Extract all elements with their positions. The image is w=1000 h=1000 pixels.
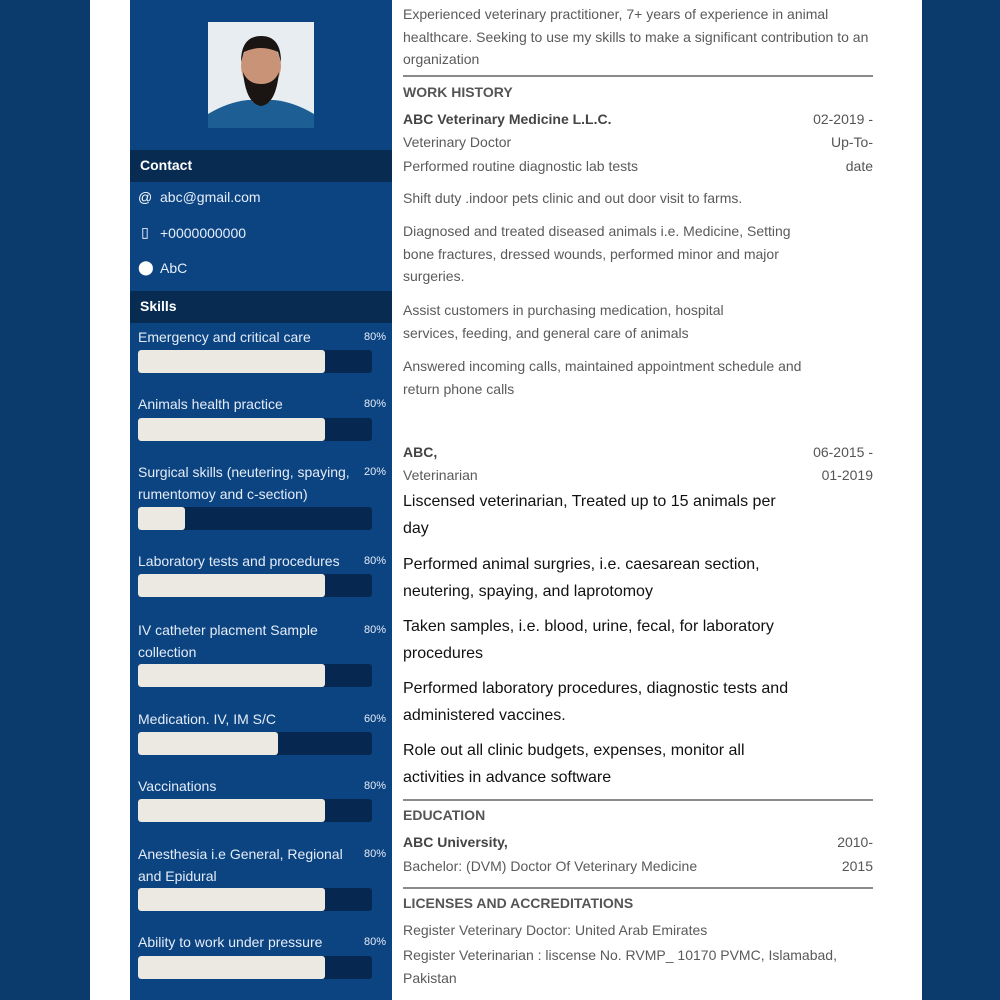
skill-bar-fill [138, 956, 325, 979]
skills-heading: Skills [130, 291, 392, 323]
skill-percent: 80% [363, 398, 386, 410]
education-degree: Bachelor: (DVM) Doctor Of Veterinary Medicine [403, 858, 698, 874]
skill-item [138, 843, 386, 887]
location-text: AbC [160, 259, 188, 276]
skill-item [138, 326, 386, 348]
skill-percent: 80% [363, 624, 386, 636]
skill-percent: 60% [363, 713, 386, 725]
job-title: Veterinarian [403, 467, 478, 483]
skill-label: Animals health practice [138, 396, 283, 412]
skill-item [138, 931, 386, 953]
job-duty: Liscensed veterinarian, Treated up to 15 animals per day [403, 493, 776, 537]
skill-percent: 80% [363, 936, 386, 948]
skill-bar-fill [138, 350, 325, 373]
skill-bar [138, 732, 372, 755]
phone-icon: ▯ [141, 224, 149, 240]
skill-bar [138, 664, 372, 687]
license-item: Register Veterinary Doctor: United Arab Emirates [403, 922, 708, 938]
skill-label: Anesthesia i.e General, Regional and Epidural [138, 846, 343, 884]
skill-label: Laboratory tests and procedures [138, 553, 340, 569]
skill-percent: 80% [363, 780, 386, 792]
job-date-mid: Up-To- [830, 134, 873, 150]
job-company: ABC Veterinary Medicine L.L.C. [403, 111, 612, 127]
skill-label: Vaccinations [138, 778, 217, 794]
skill-bar [138, 418, 372, 441]
skill-label: IV catheter placment Sample collection [138, 622, 318, 660]
job-duty: Performed laboratory procedures, diagnostic tests and administered vaccines. [403, 680, 789, 724]
divider [403, 75, 873, 77]
skill-bar [138, 888, 372, 911]
skill-bar [138, 799, 372, 822]
email-text: abc@gmail.com [160, 189, 261, 205]
phone-text: +0000000000 [160, 224, 247, 241]
profile-photo [208, 22, 314, 128]
job-duty: Role out all clinic budgets, expenses, monitor all activities in advance software [403, 742, 745, 786]
education-date-start: 2010- [837, 834, 873, 850]
sidebar [130, 0, 392, 1000]
at-icon: @ [138, 189, 153, 205]
skill-bar-fill [138, 507, 185, 530]
contact-phone [138, 224, 246, 241]
skill-bar [138, 956, 372, 979]
job-company: ABC, [403, 444, 438, 460]
skill-label: Ability to work under pressure [138, 934, 323, 950]
skill-percent: 80% [363, 555, 386, 567]
skill-item [138, 550, 386, 572]
skill-bar [138, 350, 372, 373]
skill-bar-fill [138, 888, 325, 911]
education-date-end: 2015 [841, 858, 873, 874]
job-duty: Assist customers in purchasing medication, hospital services, feeding, and general care of animals [403, 302, 724, 341]
licenses-heading: LICENSES AND ACCREDITATIONS [403, 895, 634, 911]
skill-item [138, 393, 386, 415]
divider [403, 799, 873, 801]
skill-percent: 80% [363, 848, 386, 860]
education-heading: EDUCATION [403, 807, 486, 823]
job-duty: Diagnosed and treated diseased animals i.e. Medicine, Setting bone fractures, dressed wounds, performed minor and major surgeries. [403, 223, 791, 284]
skill-bar [138, 507, 372, 530]
contact-heading: Contact [130, 150, 392, 182]
license-item: Register Veterinarian : liscense No. RVMP_ 10170 PVMC, Islamabad, Pakistan [403, 947, 837, 986]
skill-percent: 20% [363, 466, 386, 478]
job-date-start: 02-2019 - [813, 111, 873, 127]
skill-label: Emergency and critical care [138, 329, 311, 345]
skill-item [138, 708, 386, 730]
contact-email [138, 189, 261, 205]
job-duty: Answered incoming calls, maintained appointment schedule and return phone calls [403, 358, 802, 397]
job-duty: Shift duty .indoor pets clinic and out door visit to farms. [403, 190, 743, 206]
location-pin-icon: ⬤ [138, 259, 154, 275]
job-duty: Taken samples, i.e. blood, urine, fecal, for laboratory procedures [403, 618, 774, 662]
skill-item [138, 775, 386, 797]
job-date-end: date [845, 158, 873, 174]
skill-item [138, 461, 386, 505]
skill-bar-fill [138, 799, 325, 822]
skill-label: Surgical skills (neutering, spaying, rumentomoy and c-section) [138, 464, 350, 502]
education-school: ABC University, [403, 834, 508, 850]
skill-item [138, 619, 386, 663]
job-date-start: 06-2015 - [813, 444, 873, 460]
job-title: Veterinary Doctor [403, 134, 512, 150]
skill-bar-fill [138, 664, 325, 687]
job-date-end: 01-2019 [821, 467, 873, 483]
summary: Experienced veterinary practitioner, 7+ years of experience in animal healthcare. Seeking to use my skills to make a significant contribution to an organization [403, 6, 869, 67]
contact-location [138, 259, 187, 276]
skill-bar-fill [138, 732, 278, 755]
skill-bar [138, 574, 372, 597]
skill-bar-fill [138, 574, 325, 597]
job-duty: Performed animal surgries, i.e. caesarean section, neutering, spaying, and laprotomoy [403, 556, 760, 600]
divider [403, 887, 873, 889]
skill-label: Medication. IV, IM S/C [138, 711, 276, 727]
job-duty: Performed routine diagnostic lab tests [403, 158, 639, 174]
skill-percent: 80% [363, 331, 386, 343]
work-history-heading: WORK HISTORY [403, 84, 513, 100]
skill-bar-fill [138, 418, 325, 441]
